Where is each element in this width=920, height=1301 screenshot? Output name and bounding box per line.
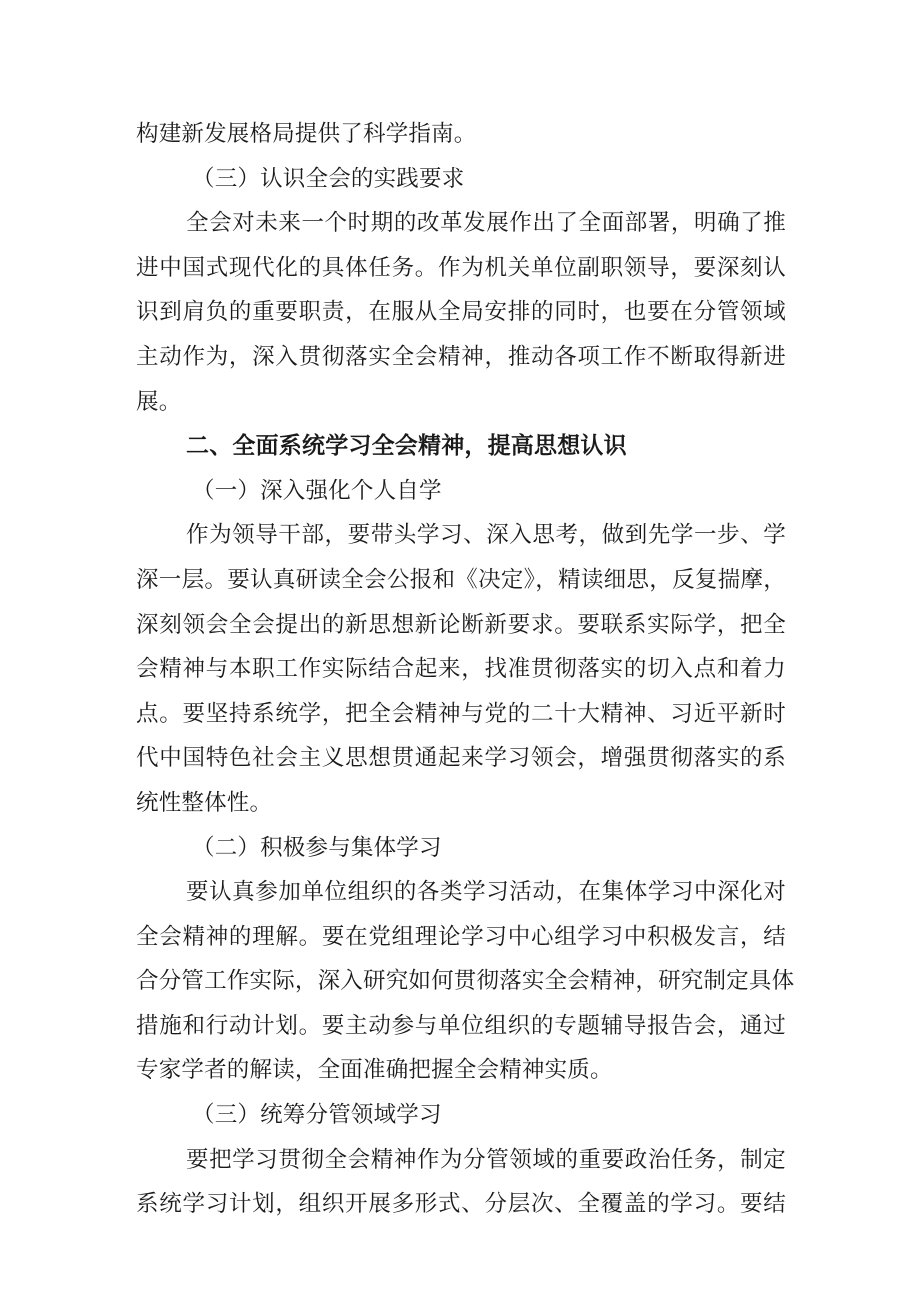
text-line: 深刻领会全会提出的新思想新论断新要求。要联系实际学，把全 <box>136 611 786 638</box>
subsection-title: （一）深入强化个人自学 <box>192 477 442 504</box>
paragraph-first-line: 要把学习贯彻全会精神作为分管领域的重要政治任务，制定 <box>186 1146 786 1173</box>
text-line: 全会精神的理解。要在党组理论学习中心组学习中积极发言，结 <box>136 923 786 950</box>
text-line: 专家学者的解读，全面准确把握全会精神实质。 <box>136 1057 613 1084</box>
text-line: 统性整体性。 <box>136 789 273 816</box>
text-line: 措施和行动计划。要主动参与单位组织的专题辅导报告会，通过 <box>136 1012 786 1039</box>
paragraph-first-line: 全会对未来一个时期的改革发展作出了全面部署，明确了推 <box>186 210 786 237</box>
text-line: 深一层。要认真研读全会公报和《决定》，精读细思，反复揣摩， <box>136 566 786 593</box>
text-line: 点。要坚持系统学，把全会精神与党的二十大精神、习近平新时 <box>136 700 786 727</box>
text-line: 代中国特色社会主义思想贯通起来学习领会，增强贯彻落实的系 <box>136 745 786 772</box>
text-line: 系统学习计划，组织开展多形式、分层次、全覆盖的学习。要结 <box>136 1191 786 1218</box>
subsection-title: （三）认识全会的实践要求 <box>192 165 465 192</box>
text-line: 合分管工作实际，深入研究如何贯彻落实全会精神，研究制定具体 <box>136 968 795 995</box>
text-line: 展。 <box>136 388 182 415</box>
paragraph-first-line: 作为领导干部，要带头学习、深入思考，做到先学一步、学 <box>186 522 786 549</box>
subsection-title: （二）积极参与集体学习 <box>192 834 442 861</box>
paragraph-first-line: 要认真参加单位组织的各类学习活动，在集体学习中深化对 <box>186 879 786 906</box>
document-body <box>136 112 795 1227</box>
section-heading: 二、全面系统学习全会精神，提高思想认识 <box>186 433 627 460</box>
text-line: 构建新发展格局提供了科学指南。 <box>136 121 477 147</box>
subsection-title: （三）统筹分管领域学习 <box>192 1102 442 1129</box>
text-line: 主动作为，深入贯彻落实全会精神，推动各项工作不断取得新进 <box>136 343 786 370</box>
text-line: 识到肩负的重要职责，在服从全局安排的同时，也要在分管领域 <box>136 299 786 326</box>
text-line: 会精神与本职工作实际结合起来，找准贯彻落实的切入点和着力 <box>136 656 786 683</box>
text-line: 进中国式现代化的具体任务。作为机关单位副职领导，要深刻认 <box>136 254 786 281</box>
